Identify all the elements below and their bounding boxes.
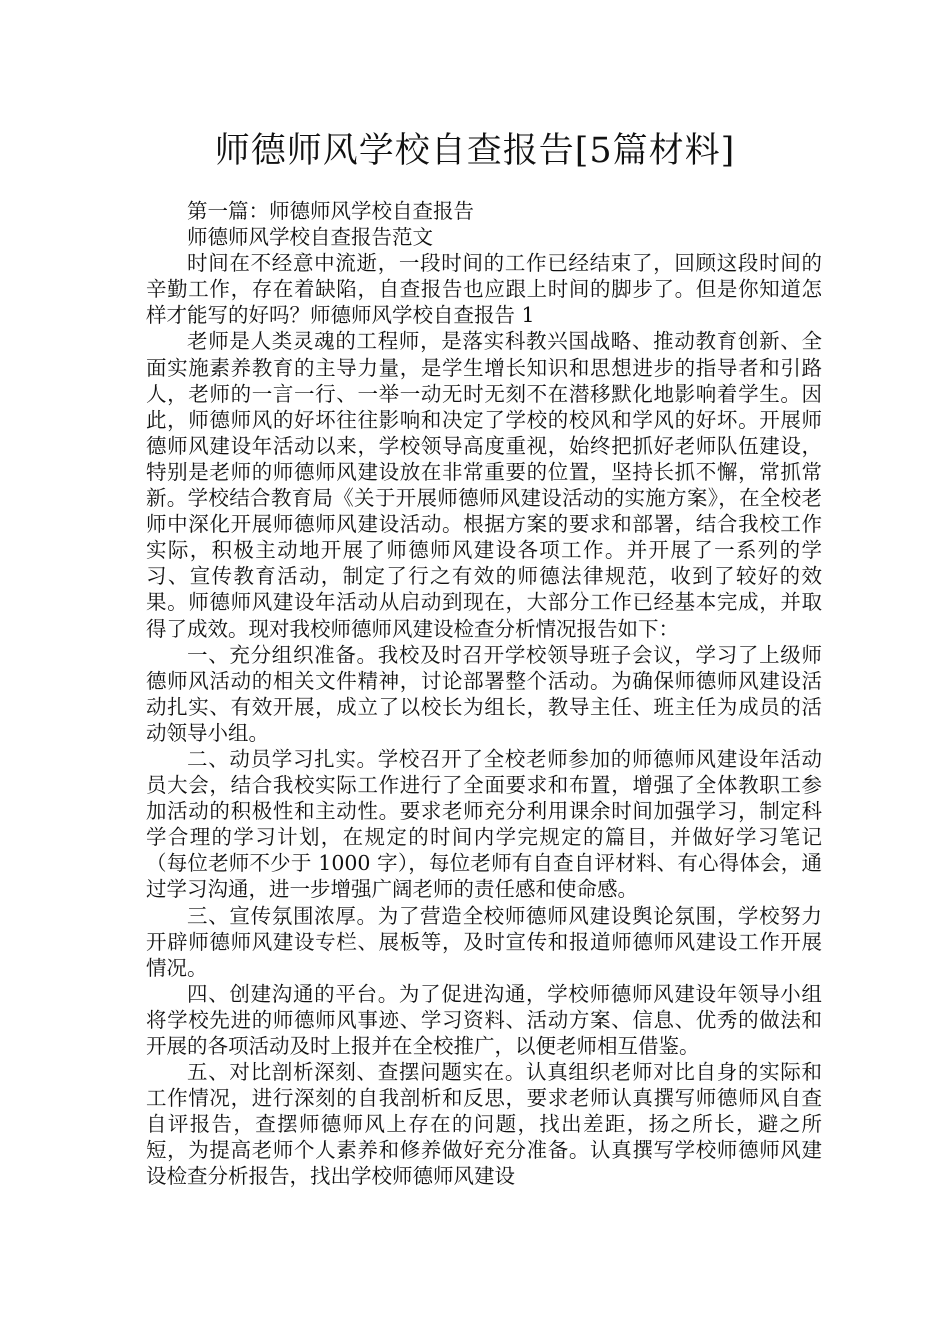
- body-paragraph: 一、充分组织准备。我校及时召开学校领导班子会议，学习了上级师德师风活动的相关文件精神，讨论部署整个活动。为确保师德师风建设活动扎实、有效开展，成立了以校长为组长，教导主任、班主任为成员的活动领导小组。: [146, 642, 822, 745]
- section-heading: 第一篇：师德师风学校自查报告: [187, 199, 474, 223]
- subtitle-paragraph: 师德师风学校自查报告范文: [187, 225, 433, 250]
- body-paragraph: 三、宣传氛围浓厚。为了营造全校师德师风建设舆论氛围，学校努力开辟师德师风建设专栏、展板等，及时宣传和报道师德师风建设工作开展情况。: [146, 903, 822, 980]
- body-paragraph: 五、对比剖析深刻、查摆问题实在。认真组织老师对比自身的实际和工作情况，进行深刻的自我剖析和反思，要求老师认真撰写师德师风自查自评报告，查摆师德师风上存在的问题，找出差距，扬之所长，避之所短，为提高老师个人素养和修养做好充分准备。认真撰写学校师德师风建设检查分析报告，找出学校师德师风建设: [146, 1060, 822, 1189]
- body-paragraph: 二、动员学习扎实。学校召开了全校老师参加的师德师风建设年活动员大会，结合我校实际工作进行了全面要求和布置，增强了全体教职工参加活动的积极性和主动性。要求老师充分利用课余时间加强学习，制定科学合理的学习计划，在规定的时间内学完规定的篇目，并做好学习笔记（每位老师不少于 1000 字），每位老师有自查自评材料、有心得体会，通过学习沟通，进一步增强广阔老师的责任感和使命感。: [146, 746, 822, 902]
- body-paragraph: 老师是人类灵魂的工程师，是落实科教兴国战略、推动教育创新、全面实施素养教育的主导力量，是学生增长知识和思想进步的指导者和引路人，老师的一言一行、一举一动无时无刻不在潜移默化地影响着学生。因此，师德师风的好坏往往影响和决定了学校的校风和学风的好坏。开展师德师风建设年活动以来，学校领导高度重视，始终把抓好老师队伍建设，特别是老师的师德师风建设放在非常重要的位置，坚持长抓不懈，常抓常新。学校结合教育局《关于开展师德师风建设活动的实施方案》，在全校老师中深化开展师德师风建设活动。根据方案的要求和部署，结合我校工作实际，积极主动地开展了师德师风建设各项工作。并开展了一系列的学习、宣传教育活动，制定了行之有效的师德法律规范，收到了较好的效果。师德师风建设年活动从启动到现在，大部分工作已经基本完成，并取得了成效。现对我校师德师风建设检查分析情况报告如下：: [146, 329, 822, 641]
- document-title: 师德师风学校自查报告[5篇材料]: [214, 131, 736, 171]
- body-paragraph: 四、创建沟通的平台。为了促进沟通，学校师德师风建设年领导小组将学校先进的师德师风事迹、学习资料、活动方案、信息、优秀的做法和开展的各项活动及时上报并在全校推广，以便老师相互借鉴。: [146, 981, 822, 1058]
- document-body: [146, 198, 822, 1190]
- intro-paragraph: 时间在不经意中流逝，一段时间的工作已经结束了，回顾这段时间的辛勤工作，存在着缺陷，自查报告也应跟上时间的脚步了。但是你知道怎样才能写的好吗？师德师风学校自查报告 1: [146, 251, 822, 328]
